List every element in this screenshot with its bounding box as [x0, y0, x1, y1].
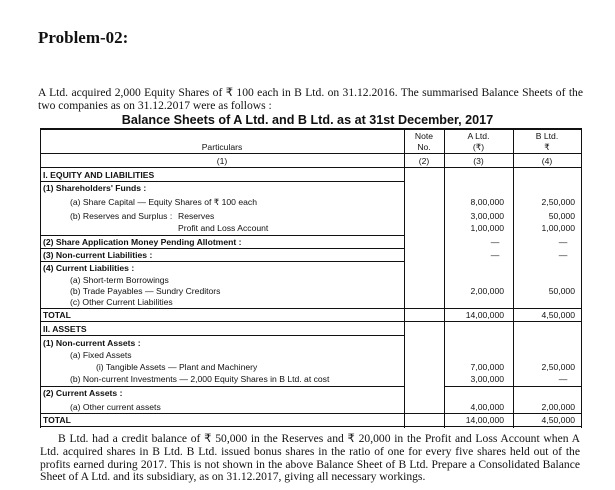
share-capital-label: (a) Share Capital — Equity Shares of ₹ 100 each [70, 197, 257, 207]
total-rule [40, 308, 582, 309]
current-liabilities-label: (4) Current Liabilities : [43, 263, 135, 273]
row-rule [40, 235, 404, 236]
noncurrent-assets-label: (1) Non-current Assets : [43, 338, 141, 348]
profit-loss-b: 1,00,000 [541, 223, 575, 233]
row-rule [40, 181, 404, 182]
header-b-ltd-2: ₹ [544, 142, 550, 152]
trade-payables-label: (b) Trade Payables — Sundry Creditors [70, 286, 221, 296]
tangible-assets-label: (i) Tangible Assets — Plant and Machinery [96, 362, 258, 372]
header-a-ltd-2: (₹) [472, 142, 485, 152]
profit-loss-a: 1,00,000 [470, 223, 504, 233]
colnum-3: (3) [473, 156, 484, 166]
total-assets-b: 4,50,000 [541, 415, 575, 425]
other-current-liabilities: (c) Other Current Liabilities [70, 297, 173, 307]
noncurrent-investments-a: 3,00,000 [470, 374, 504, 384]
colnum-rule [40, 167, 582, 168]
total-rule [40, 413, 582, 414]
noncurrent-liabilities-a: — [490, 250, 500, 260]
share-application-b: — [558, 237, 568, 247]
share-capital-b: 2,50,000 [541, 197, 575, 207]
share-capital-a: 8,00,000 [470, 197, 504, 207]
reserves-b: 50,000 [548, 211, 575, 221]
profit-loss-label: Profit and Loss Account [178, 223, 269, 233]
shareholders-funds: (1) Shareholders' Funds : [43, 183, 147, 193]
total-liabilities-label: TOTAL [43, 310, 71, 320]
noncurrent-investments-label: (b) Non-current Investments — 2,000 Equity Shares in B Ltd. at cost [70, 374, 330, 384]
trade-payables-b: 50,000 [548, 286, 575, 296]
colnum-1: (1) [216, 156, 228, 166]
reserves-surplus-label: (b) Reserves and Surplus : [70, 211, 173, 221]
other-current-assets-a: 4,00,000 [470, 402, 504, 412]
intro-paragraph: A Ltd. acquired 2,000 Equity Shares of ₹ 100 each in B Ltd. on 31.12.2016. The summarised Balance Sheets of the two companies as on 31.12.2017 were as follows : [38, 86, 583, 112]
table-bottom-rule [40, 426, 582, 427]
header-particulars: Particulars [201, 142, 243, 152]
total-liabilities-b: 4,50,000 [541, 310, 575, 320]
amount-rule-a [444, 386, 513, 387]
total-liabilities-a: 14,00,000 [465, 310, 504, 320]
balance-sheet-table [40, 128, 582, 428]
fixed-assets-label: (a) Fixed Assets [70, 350, 132, 360]
table-top-rule [40, 128, 582, 130]
colnum-2: (2) [418, 156, 430, 166]
row-rule [40, 248, 404, 249]
tangible-assets-b: 2,50,000 [541, 362, 575, 372]
total-rule [40, 321, 582, 322]
reserves-label: Reserves [178, 211, 215, 221]
problem-title: Problem-02: [38, 28, 129, 47]
header-a-ltd-1: A Ltd. [467, 131, 490, 141]
other-current-assets-label: (a) Other current assets [70, 402, 161, 412]
current-assets-label: (2) Current Assets : [43, 388, 123, 398]
footer-paragraph: B Ltd. had a credit balance of ₹ 50,000 in the Reserves and ₹ 20,000 in the Profit and Loss Account when A Ltd. acquired shares in B Ltd. B Ltd. issued bonus shares in the ratio of one for every five shares held out of the profits earned during 2017. This is not shown in the above Balance Sheet of B Ltd. Prepare a Consolidated Balance Sheet of A Ltd. and its subsidiary, as on 31.12.2017, giving all necessary workings. [40, 432, 580, 484]
table-title: Balance Sheets of A Ltd. and B Ltd. as at 31st December, 2017 [121, 113, 494, 127]
amount-rule-b [513, 386, 581, 387]
colnum-4: (4) [541, 156, 553, 166]
noncurrent-investments-b: — [558, 374, 568, 384]
section-equity-liabilities: I. EQUITY AND LIABILITIES [43, 170, 155, 180]
total-assets-label: TOTAL [43, 415, 71, 425]
col-line-note [404, 128, 405, 428]
noncurrent-liabilities-b: — [558, 250, 568, 260]
share-application-label: (2) Share Application Money Pending Allotment : [43, 237, 242, 247]
row-rule [40, 386, 404, 387]
tangible-assets-a: 7,00,000 [470, 362, 504, 372]
section-assets: II. ASSETS [43, 324, 87, 334]
noncurrent-liabilities-label: (3) Non-current Liabilities : [43, 250, 153, 260]
reserves-a: 3,00,000 [470, 211, 504, 221]
header-rule [40, 153, 582, 154]
short-term-borrowings: (a) Short-term Borrowings [70, 275, 169, 285]
col-line-left [40, 128, 41, 428]
col-line-right [581, 128, 582, 428]
trade-payables-a: 2,00,000 [470, 286, 504, 296]
total-assets-a: 14,00,000 [465, 415, 504, 425]
col-line-b [513, 128, 514, 428]
header-note-2: No. [417, 142, 431, 152]
header-note-1: Note [414, 131, 434, 141]
row-rule [40, 335, 404, 336]
header-b-ltd-1: B Ltd. [535, 131, 559, 141]
other-current-assets-b: 2,00,000 [541, 402, 575, 412]
share-application-a: — [490, 237, 500, 247]
row-rule [40, 261, 404, 262]
